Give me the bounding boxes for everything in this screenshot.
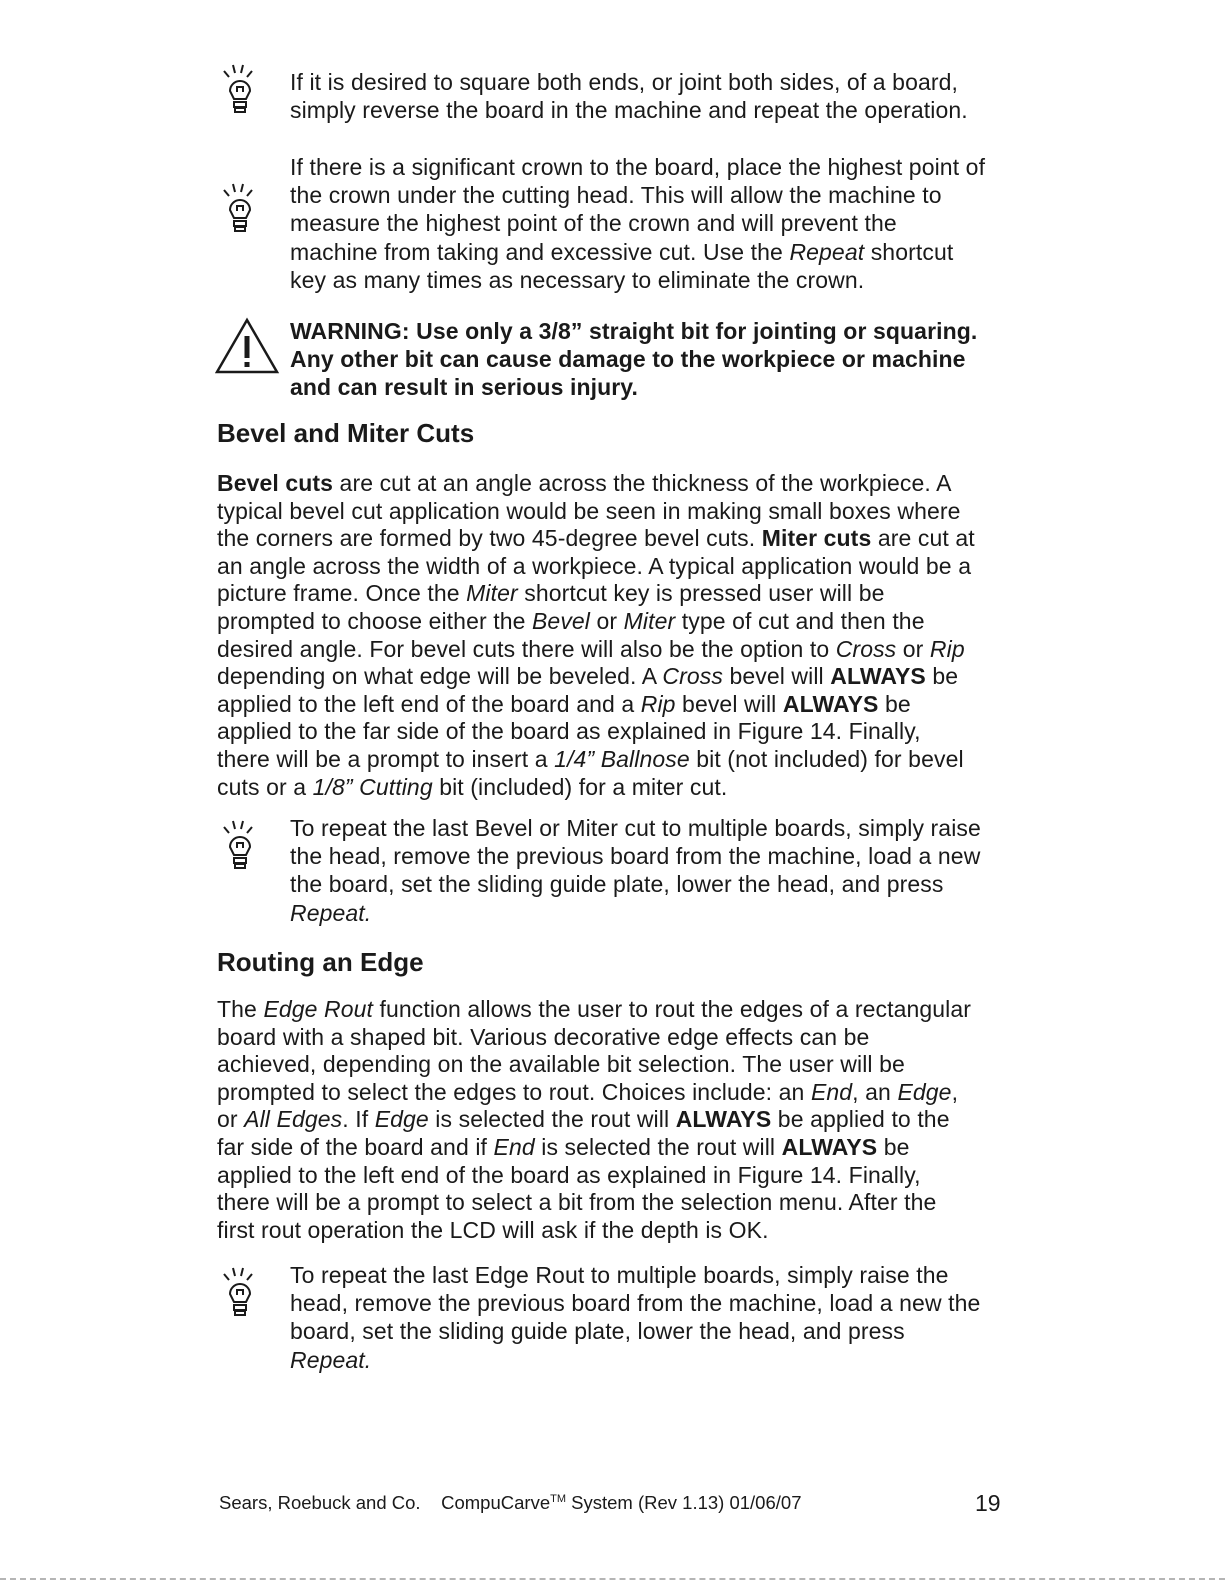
scan-edge-divider [0, 1578, 1225, 1580]
text-run: , an [852, 1078, 898, 1105]
para-line [217, 996, 1017, 1024]
text-run-italic: 1/8” Cutting [312, 773, 433, 800]
tip-line: To repeat the last Edge Rout to multiple boards, simply raise the [290, 1262, 949, 1288]
lightbulb-icon [219, 62, 265, 118]
text-run: is selected the rout will [534, 1133, 782, 1160]
text-run: be applied to the [771, 1106, 950, 1133]
para-line [217, 1106, 1017, 1134]
tip-line: To repeat the last Bevel or Miter cut to multiple boards, simply raise [290, 815, 981, 841]
lightbulb-icon [219, 181, 265, 237]
text-run-italic: End [493, 1133, 535, 1160]
para-line: board with a shaped bit. Various decorative edge effects can be [217, 1023, 870, 1050]
para-line: typical bevel cut application would be seen in making small boxes where [217, 497, 961, 524]
para-line [217, 608, 1017, 636]
page-footer [219, 1492, 801, 1514]
routing-paragraph [217, 996, 1017, 1244]
text-run-italic: Cross [835, 635, 897, 662]
section-heading-routing: Routing an Edge [217, 947, 424, 977]
text-run-italic: Cross [662, 663, 723, 690]
text-run: machine from taking and excessive cut. Use the [290, 238, 790, 265]
text-run: picture frame. Once the [217, 580, 467, 607]
section-heading-bevel: Bevel and Miter Cuts [217, 418, 475, 448]
tip-line: the board, set the sliding guide plate, lower the head, and press [290, 871, 944, 898]
tip-line: If there is a significant crown to the board, place the highest point of [290, 154, 986, 180]
para-line: applied to the far side of the board as explained in Figure 14. Finally, [217, 718, 921, 745]
text-run: is selected the rout will [428, 1106, 676, 1133]
text-run: depending on what edge will be beveled. A [217, 663, 663, 690]
text-run: function allows the user to rout the edges of a rectangular [373, 996, 971, 1022]
text-run-bold: ALWAYS [675, 1106, 772, 1133]
tip-line: board, set the sliding guide plate, lower the head, and press [290, 1318, 905, 1345]
text-run-italic: Edge [374, 1106, 429, 1133]
text-run-italic: Miter [466, 580, 518, 607]
text-run: bevel will [722, 663, 831, 690]
text-run-bold: ALWAYS [782, 690, 879, 717]
para-line [217, 1134, 1017, 1162]
tip-line: If it is desired to square both ends, or joint both sides, of a board, [290, 69, 959, 95]
text-run: there will be a prompt to insert a [217, 745, 555, 772]
tip-line: key as many times as necessary to eliminate the crown. [290, 266, 865, 293]
bevel-paragraph [217, 470, 1017, 801]
text-run-italic: Repeat [789, 238, 865, 265]
para-line: there will be a prompt to select a bit from the selection menu. After the [217, 1189, 937, 1216]
text-run: desired angle. For bevel cuts there will also be the option to [217, 635, 836, 662]
tip-text [290, 68, 1010, 124]
para-line [217, 663, 1017, 691]
warning-line: WARNING: Use only a 3/8” straight bit for jointing or squaring. [290, 318, 978, 344]
text-run: are cut at an angle across the thickness of the workpiece. A [333, 470, 952, 496]
para-line [217, 525, 1017, 553]
text-run-bold: ALWAYS [830, 663, 926, 690]
text-run-italic: Rip [929, 635, 965, 662]
warning-line: Any other bit can cause damage to the workpiece or machine [290, 346, 966, 373]
text-run-bold: Miter cuts [761, 525, 872, 552]
lightbulb-icon [219, 818, 265, 874]
tip-line [290, 238, 1010, 266]
text-run: shortcut [864, 238, 954, 265]
text-run: far side of the board and if [217, 1133, 494, 1160]
para-line [217, 1079, 1017, 1107]
para-line [217, 774, 1017, 802]
para-line: achieved, depending on the available bit selection. The user will be [217, 1051, 905, 1078]
text-run: The [217, 996, 264, 1022]
text-run: bit (included) for a miter cut. [432, 773, 728, 800]
tip-line: measure the highest point of the crown and will prevent the [290, 210, 897, 237]
tip-line [290, 1346, 1010, 1374]
para-line: an angle across the width of a workpiece. A typical application would be a [217, 552, 972, 579]
para-line [217, 636, 1017, 664]
text-run-italic: Bevel [531, 607, 591, 634]
text-run: bevel will [675, 690, 783, 717]
warning-line: and can result in serious injury. [290, 374, 638, 401]
text-run-italic: Repeat. [290, 1346, 372, 1373]
text-run: . If [342, 1106, 375, 1133]
text-run-italic: Edge [897, 1078, 952, 1105]
para-line [217, 580, 1017, 608]
tip-text [290, 814, 1010, 927]
trademark-mark: TM [550, 1492, 566, 1505]
footer-text: Sears, Roebuck and Co. CompuCarve [219, 1492, 551, 1513]
page-number: 19 [975, 1490, 1001, 1516]
tip-line: head, remove the previous board from the machine, load a new the [290, 1290, 981, 1317]
para-line: first rout operation the LCD will ask if the depth is OK. [217, 1216, 769, 1243]
text-run: be [878, 690, 911, 717]
para-line [217, 470, 1017, 498]
text-run: are cut at [871, 525, 975, 552]
tip-text [290, 153, 1010, 294]
tip-line: the head, remove the previous board from the machine, load a new [290, 843, 981, 870]
footer-text: System (Rev 1.13) 01/06/07 [566, 1492, 802, 1513]
para-line: applied to the left end of the board as explained in Figure 14. Finally, [217, 1161, 921, 1188]
text-run-italic: Miter [623, 607, 676, 634]
text-run-italic: End [810, 1078, 853, 1105]
text-run: or [217, 1106, 245, 1133]
text-run-italic: All Edges [244, 1106, 343, 1133]
tip-text [290, 1261, 1010, 1374]
para-line [217, 691, 1017, 719]
text-run: bit (not included) for bevel [689, 745, 964, 772]
para-line [217, 746, 1017, 774]
text-run: prompted to select the edges to rout. Choices include: an [217, 1078, 811, 1105]
text-run: be [925, 663, 959, 690]
text-run-italic: Edge Rout [263, 996, 374, 1022]
warning-text [290, 317, 1010, 402]
text-run: or [590, 607, 624, 634]
text-run-bold: ALWAYS [781, 1133, 878, 1160]
warning-triangle-icon [215, 316, 281, 376]
text-run: type of cut and then the [675, 607, 925, 634]
text-run-italic: Repeat. [290, 899, 372, 926]
text-run: or [896, 635, 930, 662]
text-run: applied to the left end of the board and a [217, 690, 641, 717]
text-run: be [877, 1133, 910, 1160]
text-run-italic: 1/4” Ballnose [554, 745, 690, 772]
text-run: cuts or a [217, 773, 313, 800]
tip-line: simply reverse the board in the machine and repeat the operation. [290, 97, 968, 124]
lightbulb-icon [219, 1265, 265, 1321]
text-run: prompted to choose either the [217, 607, 532, 634]
text-run: the corners are formed by two 45-degree bevel cuts. [217, 525, 762, 552]
tip-line [290, 899, 1010, 927]
text-run-italic: Rip [640, 690, 676, 717]
tip-line: the crown under the cutting head. This will allow the machine to [290, 182, 942, 209]
text-run-bold: Bevel cuts [217, 470, 334, 496]
text-run: , [951, 1078, 959, 1105]
text-run: shortcut key is pressed user will be [517, 580, 885, 607]
